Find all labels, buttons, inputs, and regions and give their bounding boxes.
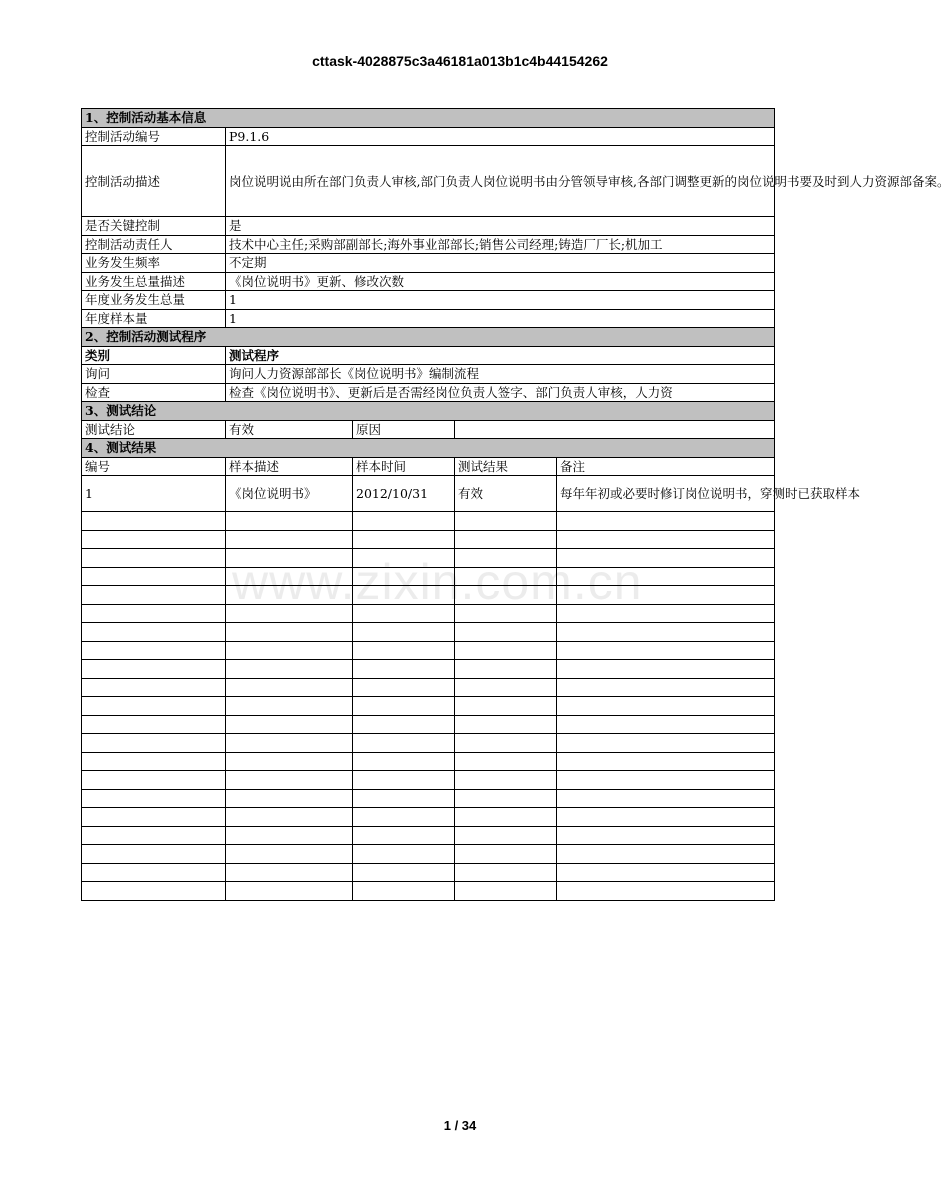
empty-cell bbox=[353, 623, 455, 642]
field-value: 岗位说明说由所在部门负责人审核,部门负责人岗位说明书由分管领导审核,各部门调整更新的岗位说明书要及时到人力资源部备案。 bbox=[226, 146, 775, 217]
column-header-sample-time: 样本时间 bbox=[353, 457, 455, 476]
empty-cell bbox=[455, 826, 557, 845]
empty-cell bbox=[557, 845, 775, 864]
conclusion-label: 测试结论 bbox=[82, 420, 226, 439]
field-label: 控制活动描述 bbox=[82, 146, 226, 217]
empty-cell bbox=[455, 567, 557, 586]
empty-table-row bbox=[82, 512, 775, 531]
empty-cell bbox=[226, 734, 353, 753]
empty-cell bbox=[353, 771, 455, 790]
empty-cell bbox=[82, 641, 226, 660]
empty-cell bbox=[557, 530, 775, 549]
empty-cell bbox=[557, 567, 775, 586]
empty-cell bbox=[455, 882, 557, 901]
procedure-category: 询问 bbox=[82, 365, 226, 384]
field-value: 1 bbox=[226, 309, 775, 328]
empty-cell bbox=[557, 752, 775, 771]
page-title: cttask-4028875c3a46181a013b1c4b44154262 bbox=[312, 53, 608, 69]
empty-table-row bbox=[82, 660, 775, 679]
empty-cell bbox=[455, 586, 557, 605]
reason-value bbox=[455, 420, 775, 439]
empty-cell bbox=[455, 771, 557, 790]
empty-cell bbox=[353, 641, 455, 660]
empty-cell bbox=[353, 734, 455, 753]
empty-table-row bbox=[82, 549, 775, 568]
section-heading-results: 4、测试结果 bbox=[82, 439, 775, 458]
empty-table-row bbox=[82, 734, 775, 753]
result-sample-time: 2012/10/31 bbox=[353, 476, 455, 512]
field-label: 业务发生总量描述 bbox=[82, 272, 226, 291]
empty-cell bbox=[557, 623, 775, 642]
empty-cell bbox=[557, 808, 775, 827]
section-heading-test-procedure: 2、控制活动测试程序 bbox=[82, 328, 775, 347]
result-test-result: 有效 bbox=[455, 476, 557, 512]
empty-cell bbox=[557, 641, 775, 660]
empty-table-row bbox=[82, 882, 775, 901]
column-header-sample-description: 样本描述 bbox=[226, 457, 353, 476]
empty-cell bbox=[455, 623, 557, 642]
field-label: 控制活动编号 bbox=[82, 127, 226, 146]
empty-cell bbox=[455, 734, 557, 753]
empty-cell bbox=[82, 604, 226, 623]
empty-cell bbox=[557, 549, 775, 568]
empty-cell bbox=[455, 715, 557, 734]
empty-cell bbox=[353, 752, 455, 771]
empty-cell bbox=[455, 604, 557, 623]
empty-cell bbox=[82, 826, 226, 845]
field-label: 业务发生频率 bbox=[82, 254, 226, 273]
empty-cell bbox=[455, 678, 557, 697]
empty-cell bbox=[557, 586, 775, 605]
empty-cell bbox=[82, 752, 226, 771]
empty-cell bbox=[557, 715, 775, 734]
field-value: 不定期 bbox=[226, 254, 775, 273]
empty-cell bbox=[353, 882, 455, 901]
table-row bbox=[82, 476, 775, 512]
empty-cell bbox=[353, 512, 455, 531]
empty-cell bbox=[557, 678, 775, 697]
empty-cell bbox=[82, 660, 226, 679]
empty-cell bbox=[557, 789, 775, 808]
field-label: 是否关键控制 bbox=[82, 217, 226, 236]
empty-table-row bbox=[82, 715, 775, 734]
empty-cell bbox=[226, 789, 353, 808]
empty-cell bbox=[82, 771, 226, 790]
empty-cell bbox=[455, 660, 557, 679]
empty-cell bbox=[455, 808, 557, 827]
empty-table-row bbox=[82, 771, 775, 790]
field-label: 年度业务发生总量 bbox=[82, 291, 226, 310]
empty-table-row bbox=[82, 826, 775, 845]
empty-cell bbox=[226, 826, 353, 845]
empty-cell bbox=[455, 530, 557, 549]
empty-cell bbox=[455, 549, 557, 568]
empty-cell bbox=[455, 789, 557, 808]
empty-cell bbox=[557, 734, 775, 753]
empty-cell bbox=[353, 530, 455, 549]
empty-cell bbox=[226, 771, 353, 790]
empty-cell bbox=[557, 660, 775, 679]
empty-cell bbox=[226, 586, 353, 605]
empty-table-row bbox=[82, 678, 775, 697]
empty-table-row bbox=[82, 567, 775, 586]
empty-cell bbox=[226, 567, 353, 586]
empty-cell bbox=[557, 604, 775, 623]
procedure-text: 检查《岗位说明书》、更新后是否需经岗位负责人签字、部门负责人审核，人力资 bbox=[226, 383, 775, 402]
empty-cell bbox=[353, 604, 455, 623]
column-header-test-result: 测试结果 bbox=[455, 457, 557, 476]
field-value: 《岗位说明书》更新、修改次数 bbox=[226, 272, 775, 291]
empty-cell bbox=[353, 789, 455, 808]
empty-cell bbox=[226, 863, 353, 882]
empty-cell bbox=[557, 512, 775, 531]
empty-cell bbox=[82, 734, 226, 753]
column-header-remarks: 备注 bbox=[557, 457, 775, 476]
empty-cell bbox=[226, 882, 353, 901]
empty-cell bbox=[82, 586, 226, 605]
column-header-number: 编号 bbox=[82, 457, 226, 476]
empty-cell bbox=[353, 845, 455, 864]
empty-cell bbox=[226, 604, 353, 623]
empty-cell bbox=[226, 678, 353, 697]
empty-cell bbox=[82, 623, 226, 642]
empty-cell bbox=[353, 697, 455, 716]
empty-cell bbox=[353, 567, 455, 586]
empty-cell bbox=[82, 549, 226, 568]
empty-cell bbox=[557, 863, 775, 882]
empty-cell bbox=[226, 660, 353, 679]
section-heading-basic-info: 1、控制活动基本信息 bbox=[82, 109, 775, 128]
section-heading-conclusion: 3、测试结论 bbox=[82, 402, 775, 421]
empty-cell bbox=[82, 882, 226, 901]
empty-cell bbox=[455, 752, 557, 771]
field-value: 是 bbox=[226, 217, 775, 236]
empty-cell bbox=[226, 697, 353, 716]
field-label: 年度样本量 bbox=[82, 309, 226, 328]
page-number: 1 / 34 bbox=[443, 1118, 477, 1133]
empty-cell bbox=[82, 512, 226, 531]
empty-cell bbox=[353, 678, 455, 697]
empty-table-row bbox=[82, 789, 775, 808]
empty-cell bbox=[226, 715, 353, 734]
empty-cell bbox=[455, 863, 557, 882]
empty-table-row bbox=[82, 623, 775, 642]
result-number: 1 bbox=[82, 476, 226, 512]
empty-result-rows bbox=[82, 512, 775, 901]
empty-cell bbox=[455, 641, 557, 660]
reason-label: 原因 bbox=[353, 420, 455, 439]
empty-cell bbox=[82, 567, 226, 586]
empty-cell bbox=[226, 641, 353, 660]
empty-cell bbox=[557, 826, 775, 845]
empty-cell bbox=[226, 512, 353, 531]
control-test-sheet bbox=[81, 108, 949, 901]
empty-cell bbox=[557, 697, 775, 716]
empty-cell bbox=[557, 771, 775, 790]
column-header-procedure: 测试程序 bbox=[226, 346, 775, 365]
empty-cell bbox=[353, 715, 455, 734]
empty-table-row bbox=[82, 641, 775, 660]
empty-table-row bbox=[82, 530, 775, 549]
empty-cell bbox=[353, 549, 455, 568]
field-value: 技术中心主任;采购部副部长;海外事业部部长;销售公司经理;铸造厂厂长;机加工 bbox=[226, 235, 775, 254]
empty-cell bbox=[353, 586, 455, 605]
field-value: P9.1.6 bbox=[226, 127, 775, 146]
empty-cell bbox=[82, 789, 226, 808]
empty-cell bbox=[82, 697, 226, 716]
empty-cell bbox=[82, 845, 226, 864]
empty-cell bbox=[455, 697, 557, 716]
empty-cell bbox=[226, 549, 353, 568]
field-value: 1 bbox=[226, 291, 775, 310]
procedure-category: 检查 bbox=[82, 383, 226, 402]
empty-cell bbox=[82, 530, 226, 549]
result-sample-description: 《岗位说明书》 bbox=[226, 476, 353, 512]
empty-cell bbox=[353, 863, 455, 882]
empty-cell bbox=[455, 512, 557, 531]
procedure-text: 询问人力资源部部长《岗位说明书》编制流程 bbox=[226, 365, 775, 384]
empty-cell bbox=[353, 660, 455, 679]
empty-cell bbox=[82, 678, 226, 697]
empty-cell bbox=[226, 845, 353, 864]
empty-cell bbox=[226, 752, 353, 771]
empty-table-row bbox=[82, 586, 775, 605]
empty-cell bbox=[226, 808, 353, 827]
empty-cell bbox=[455, 845, 557, 864]
empty-table-row bbox=[82, 808, 775, 827]
empty-table-row bbox=[82, 752, 775, 771]
empty-cell bbox=[557, 882, 775, 901]
empty-table-row bbox=[82, 845, 775, 864]
empty-cell bbox=[82, 863, 226, 882]
empty-cell bbox=[226, 623, 353, 642]
field-label: 控制活动责任人 bbox=[82, 235, 226, 254]
empty-table-row bbox=[82, 604, 775, 623]
conclusion-value: 有效 bbox=[226, 420, 353, 439]
empty-table-row bbox=[82, 863, 775, 882]
empty-cell bbox=[226, 530, 353, 549]
empty-cell bbox=[353, 826, 455, 845]
watermark: www.zixin.com.cn bbox=[232, 554, 643, 610]
empty-cell bbox=[82, 808, 226, 827]
empty-cell bbox=[82, 715, 226, 734]
empty-cell bbox=[353, 808, 455, 827]
empty-table-row bbox=[82, 697, 775, 716]
column-header-category: 类别 bbox=[82, 346, 226, 365]
result-remarks: 每年年初或必要时修订岗位说明书，穿测时已获取样本 bbox=[557, 476, 775, 512]
